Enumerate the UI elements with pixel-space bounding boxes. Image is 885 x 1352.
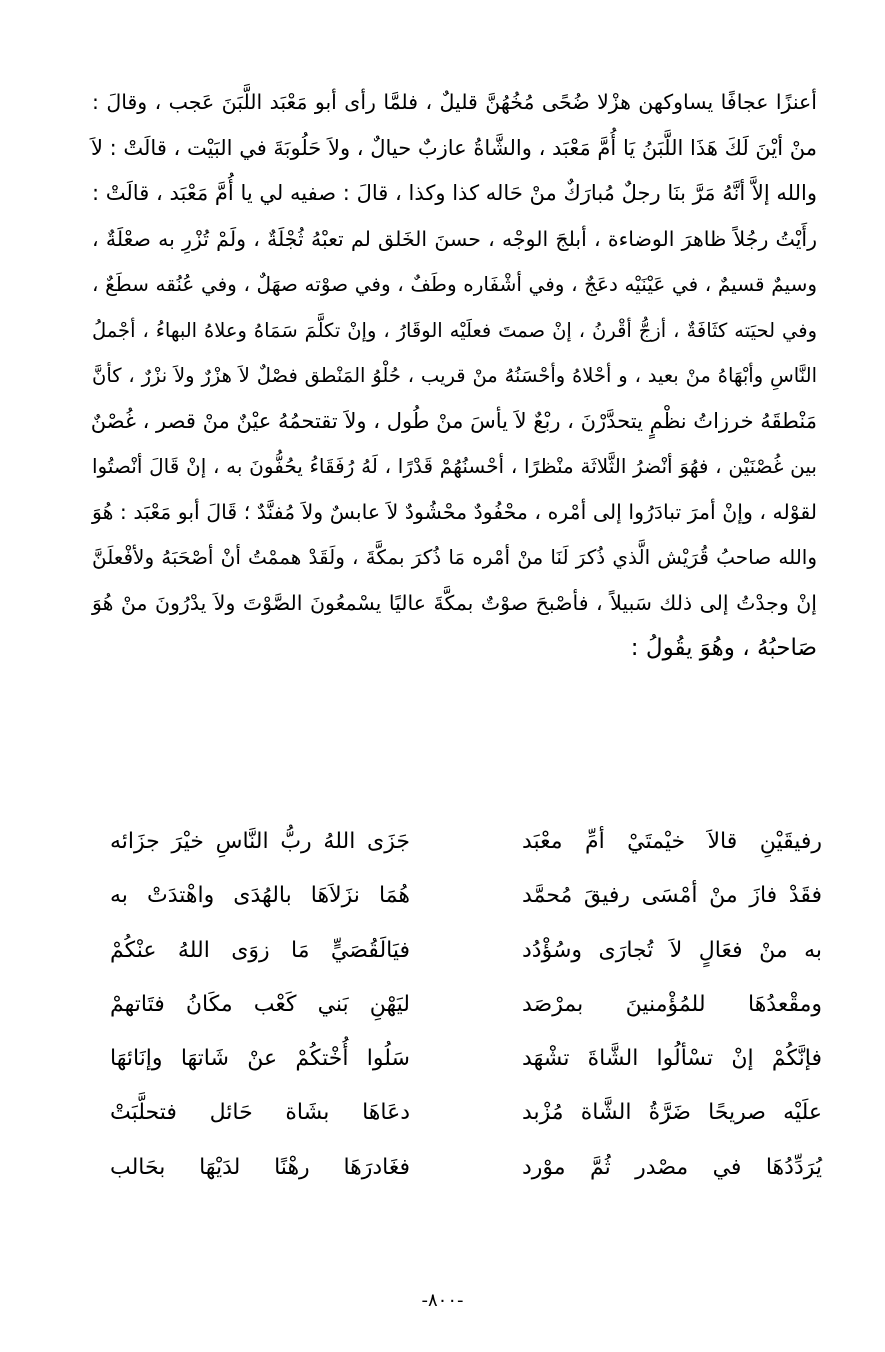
verse-first-hemistich: فيَالَقُصَيٍّ مَا زوَى اللهُ عنْكُمْ <box>110 937 410 963</box>
prose-paragraph <box>92 80 817 672</box>
poem-verses <box>110 815 822 1195</box>
verse-line <box>110 1086 822 1140</box>
prose-line: والله صاحبُ قُرَيْش الَّذي ذُكرَ لَنَا منْ أمْره مَا ذُكرَ بمكَّةَ ، ولَقَدْ هممْتُ أنْ أصْحَبَهُ ولأفْعلَنَّ <box>92 545 817 569</box>
prose-line: أعنزًا عجافًا يساوكهن هزْلا ضُحًى مُخُهُنَّ قليلٌ ، فلمَّا رأى أبو مَعْبَد اللَّبَنَ عَجب ، وقالَ : <box>92 90 817 114</box>
verse-first-hemistich: جَزَى اللهُ ربُّ النَّاسِ خيْرَ جزَائه <box>110 829 410 854</box>
verse-first-hemistich: سَلُوا أُخْتكُمْ عنْ شَاتهَا وإنَائهَا <box>110 1046 410 1072</box>
prose-line: وسيمٌ قسيمٌ ، في عَيْنَيْه دعَجٌ ، وفي أشْفَاره وطَفٌ ، وفي صوْته صهَلٌ ، وفي عُنُقه سطَعٌ ، <box>92 272 817 296</box>
prose-line: لقوْله ، وإنْ أمرَ تبادَرُوا إلى أمْره ، محْفُودٌ محْشُودٌ لاَ عابسٌ ولاَ مُفنَّدٌ ؛ قَالَ أبو مَعْبَد : هُوَ <box>92 499 817 524</box>
prose-line: مَنْطقَهُ خرزاتُ نظْمٍ يتحدَّرْنَ ، ربْعٌ لاَ يأسَ منْ طُول ، ولاَ تقتحمُهُ عيْنٌ منْ قصر ، غُصْنٌ <box>90 408 817 433</box>
prose-line: بين غُصْنَيْن ، فهُوَ أنْضرُ الثَّلاثَة منْظرًا ، أحْسنُهُمْ قَدْرًا ، لَهُ رُفَقَاءُ يحُفُّونَ به ، إنْ قَالَ أنْصتُوا <box>92 454 817 478</box>
verse-line <box>110 978 822 1032</box>
verse-first-hemistich: هُمَا نزَلاَهَا بالهُدَى واهْتدَتْ به <box>110 883 410 909</box>
verse-line <box>110 815 822 869</box>
verse-first-hemistich: ليَهْنِ بَني كَعْب مكَانُ فتَاتهمْ <box>110 991 410 1017</box>
verse-first-hemistich: فغَادرَهَا رهْنًا لدَيْهَا بحَالب <box>110 1154 410 1180</box>
prose-line: منْ أيْنَ لَكَ هَذَا اللَّبَنُ يَا أُمَّ مَعْبَد ، والشَّاةُ عازبٌ حيالٌ ، ولاَ حَلُوبَةَ في البَيْت ، قالَتْ : لاَ <box>91 135 817 160</box>
verse-line <box>110 924 822 978</box>
verse-second-hemistich: ومقْعدُهَا للمُؤْمنينَ بمرْصَد <box>522 991 822 1017</box>
prose-line: النَّاسِ وأبْهَاهُ منْ بعيد ، و أحْلاهُ وأحْسَنُهُ منْ قريب ، حُلْوُ المَنْطق فصْلٌ لاَ هزْرٌ ولاَ نزْرٌ ، كأنَّ <box>92 364 817 387</box>
prose-line: إنْ وجدْتُ إلى ذلك سَبيلاً ، فأصْبحَ صوْتٌ بمكَّةَ عاليًا يسْمعُونَ الصَّوْتَ ولاَ يدْرُونَ منْ هُوَ <box>92 590 817 615</box>
verse-line <box>110 1032 822 1086</box>
verse-first-hemistich: دعَاهَا بشَاة حَائل فتحلَّبَتْ <box>110 1100 410 1126</box>
verse-second-hemistich: رفيقَيْنِ قالاَ خيْمتَيْ أمِّ معْبَد <box>522 829 822 854</box>
prose-line: وفي لحيَته كثَافَةٌ ، أزجُّ أقْرنُ ، إنْ صمتَ فعلَيْه الوقَارُ ، وإنْ تكلَّمَ سَمَاهُ وعلاهُ البهاءُ ، أجْملُ <box>92 318 817 342</box>
page-number: -٨٠٠- <box>421 1290 464 1311</box>
prose-line: رأَيْتُ رجُلاً ظاهرَ الوضاءة ، أبلجَ الوجْه ، حسنَ الخَلق لم تعبْهُ ثُجْلَةٌ ، ولَمْ تُزْرِ به صعْلَةٌ ، <box>92 226 817 251</box>
verse-second-hemistich: علَيْه صريحًا ضَرَّةُ الشَّاة مُزْبد <box>522 1100 822 1126</box>
verse-line <box>110 1141 822 1195</box>
verse-second-hemistich: فقَدْ فازَ منْ أمْسَى رفيقَ مُحمَّد <box>522 883 822 909</box>
verse-second-hemistich: فإنَّكُمْ إنْ تسْألُوا الشَّاةَ تشْهَد <box>522 1046 822 1072</box>
verse-line <box>110 869 822 923</box>
prose-line: صَاحبُهُ ، وهُوَ يقُولُ : <box>630 635 817 661</box>
prose-line: والله إلاَّ أنَّهُ مَرَّ بنَا رجلٌ مُبارَكٌ منْ حَاله كذا وكذا ، قالَ : صفيه لي يا أُمَّ مَعْبَد ، قالَتْ : <box>92 181 817 205</box>
verse-second-hemistich: به منْ فعَالٍ لاَ تُجارَى وسُؤْدُد <box>522 937 822 963</box>
verse-second-hemistich: يُرَدِّدُهَا في مصْدر ثُمَّ موْرد <box>522 1154 822 1180</box>
